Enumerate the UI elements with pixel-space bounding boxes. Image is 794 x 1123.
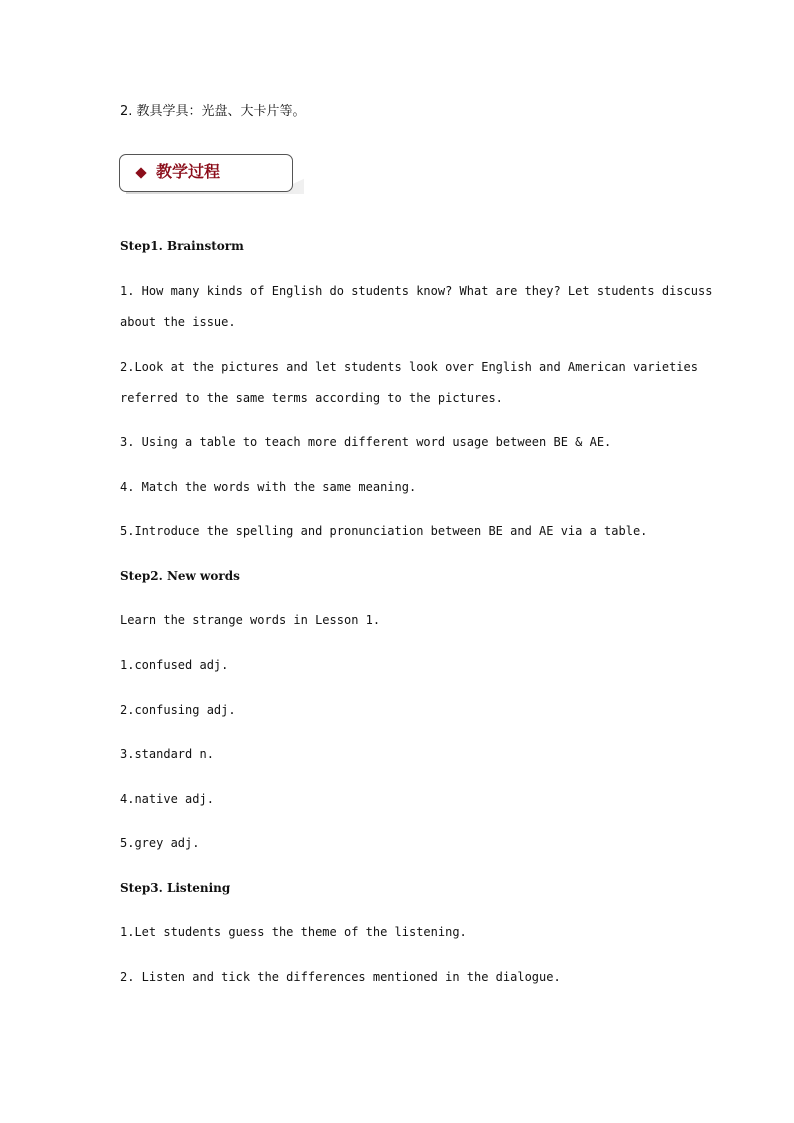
step2-intro: Learn the strange words in Lesson 1. <box>120 613 381 627</box>
step2-word4: 4.native adj. <box>120 792 214 806</box>
step3-item2: 2. Listen and tick the differences mentioned in the dialogue. <box>120 970 561 984</box>
step1-item1-line2: about the issue. <box>120 315 236 329</box>
step2-word5: 5.grey adj. <box>120 836 200 850</box>
step1-item1-line1: 1. How many kinds of English do students know? What are they? Let students discuss <box>120 284 713 298</box>
section-header-title: 教学过程 <box>156 162 221 181</box>
step2-word2: 2.confusing adj. <box>120 703 236 717</box>
step2-word3: 3.standard n. <box>120 747 214 761</box>
step3-item1: 1.Let students guess the theme of the listening. <box>120 925 467 939</box>
step2-heading: Step2. New words <box>120 569 240 583</box>
diamond-bullet-icon <box>135 167 146 178</box>
step1-item3: 3. Using a table to teach more different word usage between BE & AE. <box>120 435 612 449</box>
step1-item5: 5.Introduce the spelling and pronunciation between BE and AE via a table. <box>120 524 648 538</box>
step1-heading: Step1. Brainstorm <box>120 239 244 253</box>
step1-item4: 4. Match the words with the same meaning. <box>120 480 417 494</box>
step2-word1: 1.confused adj. <box>120 658 229 672</box>
step1-item2-line1: 2.Look at the pictures and let students look over English and American varieties <box>120 360 698 374</box>
section-header-box <box>119 154 293 192</box>
step1-item2-line2: referred to the same terms according to the pictures. <box>120 391 503 405</box>
materials-line: 2. 教具学具：光盘、大卡片等。 <box>120 104 306 119</box>
step3-heading: Step3. Listening <box>120 881 231 895</box>
